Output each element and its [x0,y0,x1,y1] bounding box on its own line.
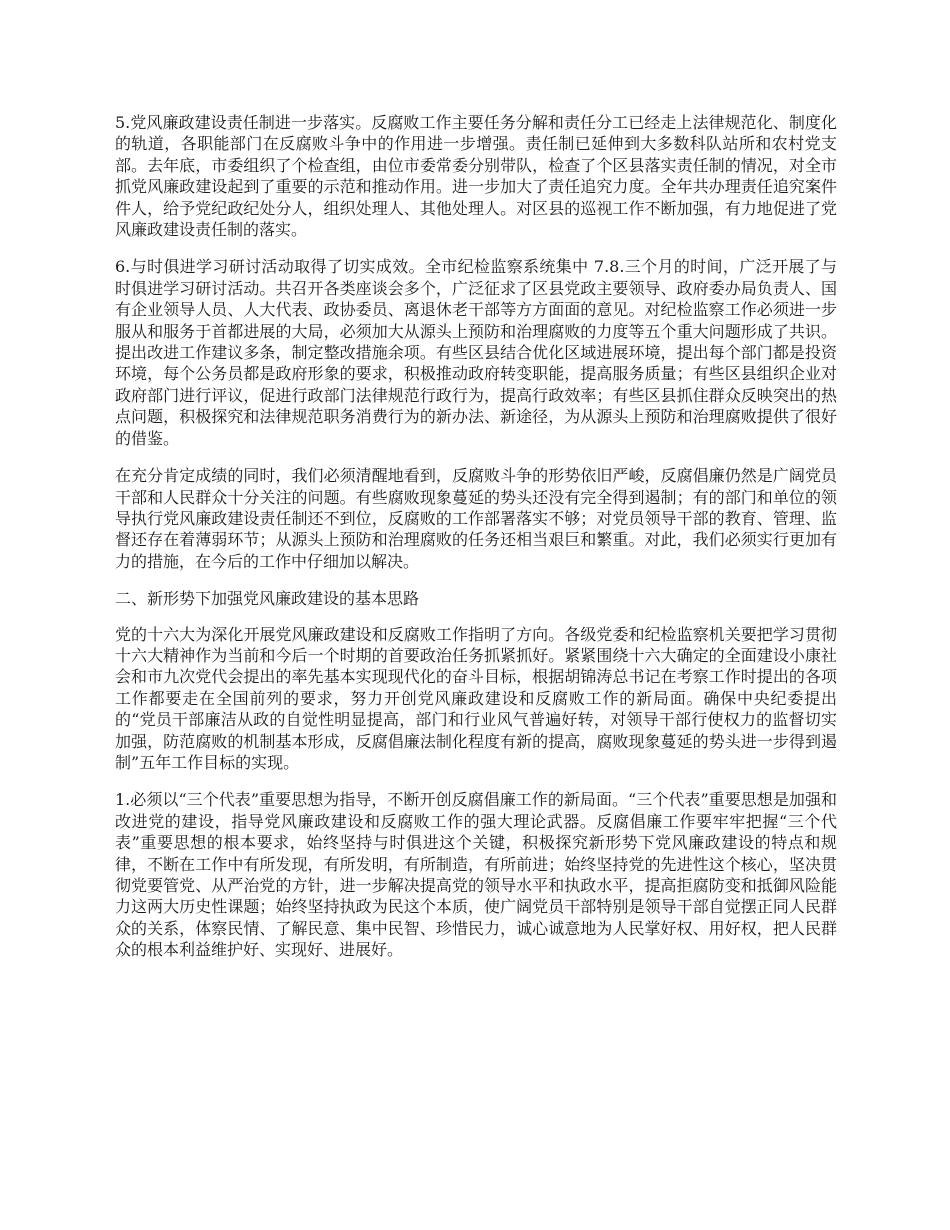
paragraph-three-represents: 1.必须以“三个代表”重要思想为指导，不断开创反腐倡廉工作的新局面。“三个代表”重要思想是加强和改进党的建设，指导党风廉政建设和反腐败工作的强大理论武器。反腐倡廉工作要牢牢把握“三个代表”重要思想的根本要求，始终坚持与时俱进这个关键，积极探究新形势下党风廉政建设的特点和规律，不断在工作中有所发现，有所发明，有所制造，有所前进；始终坚持党的先进性这个核心，坚决贯彻党要管党、从严治党的方针，进一步解决提高党的领导水平和执政水平，提高拒腐防变和抵御风险能力这两大历史性课题；始终坚持执政为民这个本质，使广阔党员干部特别是领导干部自觉摆正同人民群众的关系，体察民情、了解民意、集中民智、珍惜民力，诚心诚意地为人民掌好权、用好权，把人民群众的根本利益维护好、实现好、进展好。 [115,790,837,960]
paragraph-sixteenth-congress: 党的十六大为深化开展党风廉政建设和反腐败工作指明了方向。各级党委和纪检监察机关要把学习贯彻十六大精神作为当前和今后一个时期的首要政治任务抓紧抓好。紧紧围绕十六大确定的全面建设小康社会和市九次党代会提出的率先基本实现现代化的奋斗目标，根据胡锦涛总书记在考察工作时提出的各项工作都要走在全国前列的要求，努力开创党风廉政建设和反腐败工作的新局面。确保中央纪委提出的“党员干部廉洁从政的自觉性明显提高，部门和行业风气普遍好转，对领导干部行使权力的监督切实加强，防范腐败的机制基本形成，反腐倡廉法制化程度有新的提高，腐败现象蔓延的势头进一步得到遏制”五年工作目标的实现。 [115,624,837,772]
section-heading: 二、新形势下加强党风廉政建设的基本思路 [115,589,420,609]
paragraph-current-situation: 在充分肯定成绩的同时，我们必须清醒地看到，反腐败斗争的形势依旧严峻，反腐倡廉仍然是广阔党员干部和人民群众十分关注的问题。有些腐败现象蔓延的势头还没有完全得到遏制；有的部门和单位的领导执行党风廉政建设责任制还不到位，反腐败的工作部署落实不够；对党员领导干部的教育、管理、监督还存在着薄弱环节；从源头上预防和治理腐败的任务还相当艰巨和繁重。对此，我们必须实行更加有力的措施，在今后的工作中仔细加以解决。 [115,466,837,571]
paragraph-responsibility-system: 5.党风廉政建设责任制进一步落实。反腐败工作主要任务分解和责任分工已经走上法律规范化、制度化的轨道，各职能部门在反腐败斗争中的作用进一步增强。责任制已延伸到大多数科队站所和农村党支部。去年底，市委组织了个检查组，由位市委常委分别带队，检查了个区县落实责任制的情况，对全市抓党风廉政建设起到了重要的示范和推动作用。进一步加大了责任追究力度。全年共办理责任追究案件件人，给予党纪政纪处分人，组织处理人、其他处理人。对区县的巡视工作不断加强，有力地促进了党风廉政建设责任制的落实。 [115,113,837,240]
document-page [115,112,837,977]
paragraph-study-activities: 6.与时俱进学习研讨活动取得了切实成效。全市纪检监察系统集中 7.8.三个月的时间，广泛开展了与时俱进学习研讨活动。共召开各类座谈会多个，广泛征求了区县党政主要领导、政府委办局负责人、国有企业领导人员、人大代表、政协委员、离退休老干部等方方面面的意见。对纪检监察工作必须进一步服从和服务于首都进展的大局，必须加大从源头上预防和治理腐败的力度等五个重大问题形成了共识。提出改进工作建议多条，制定整改措施余项。有些区县结合优化区域进展环境，提出每个部门都是投资环境，每个公务员都是政府形象的要求，积极推动政府转变职能，提高服务质量；有些区县组织企业对政府部门进行评议，促进行政部门法律规范行政行为，提高行政效率；有些区县抓住群众反映突出的热点问题，积极探究和法律规范职务消费行为的新办法、新途径，为从源头上预防和治理腐败提供了很好的借鉴。 [115,257,837,448]
